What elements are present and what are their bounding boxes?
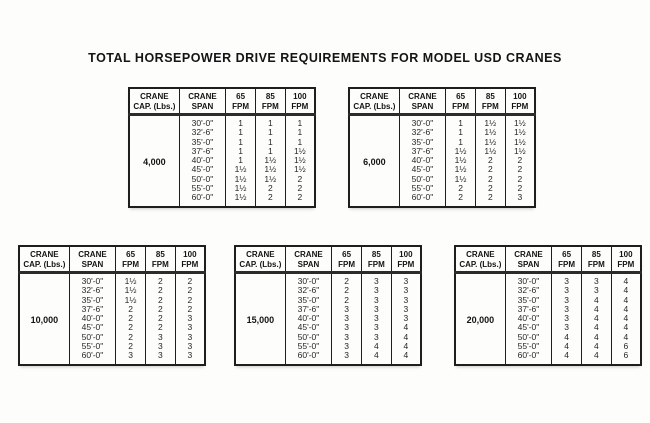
col-header-crane-cap: CRANE CAP. (Lbs.) — [129, 88, 179, 115]
span-value: 45'-0" — [505, 323, 552, 332]
hp-value: 4 — [623, 276, 629, 286]
hp-value: 4 — [623, 303, 629, 314]
span-value: 35'-0" — [179, 138, 226, 147]
hp-value: 2 — [332, 273, 362, 287]
col-header-65fpm: 65 FPM — [332, 246, 362, 273]
hp-value: 3 — [403, 303, 409, 314]
hp-value: 4 — [403, 341, 409, 352]
span-value: 32'-6" — [505, 286, 552, 295]
hp-value: 4 — [361, 351, 391, 364]
hp-value: 4 — [403, 331, 409, 342]
hp-value: 4 — [623, 294, 629, 305]
hp-value: 4 — [552, 342, 582, 351]
col-header-crane-cap: CRANE CAP. (Lbs.) — [19, 246, 69, 273]
hp-value: 3 — [361, 296, 391, 305]
hp-value: 3 — [517, 192, 523, 203]
hp-value: 1 — [446, 115, 476, 129]
hp-value: 3 — [145, 351, 175, 364]
hp-value: 4 — [581, 323, 611, 332]
span-value: 55'-0" — [179, 184, 226, 193]
span-value: 30'-0" — [399, 115, 446, 129]
hp-value: 2 — [116, 333, 146, 342]
col-header-85fpm: 85 FPM — [361, 246, 391, 273]
hp-value: 3 — [187, 341, 193, 352]
hp-value: 1½ — [446, 165, 476, 174]
hp-value: 1 — [297, 118, 303, 128]
hp-value: 3 — [361, 333, 391, 342]
hp-value: 3 — [332, 314, 362, 323]
col-header-85fpm: 85 FPM — [255, 88, 285, 115]
span-value: 37'-6" — [505, 305, 552, 314]
col-header-85fpm: 85 FPM — [581, 246, 611, 273]
hp-value: 3 — [403, 313, 409, 324]
hp-value: 4 — [581, 305, 611, 314]
hp-value: 1 — [226, 156, 256, 165]
hp-value: 2 — [145, 273, 175, 287]
hp-value: 3 — [332, 333, 362, 342]
hp-value: 4 — [361, 342, 391, 351]
span-value: 37'-6" — [285, 305, 332, 314]
hp-value: 2 — [332, 286, 362, 295]
hp-value: 4 — [623, 285, 629, 296]
hp-value: 4 — [581, 351, 611, 364]
hp-value: 2 — [145, 286, 175, 295]
col-header-crane-span: CRANE SPAN — [285, 246, 332, 273]
hp-value: 2 — [475, 184, 505, 193]
hp-value: 3 — [552, 314, 582, 323]
hp-value: 1½ — [226, 193, 256, 206]
hp-value: 1½ — [293, 155, 306, 166]
hp-value: 4 — [552, 351, 582, 364]
capacity-value: 10,000 — [19, 273, 69, 365]
span-value: 45'-0" — [179, 165, 226, 174]
hp-value: 1 — [446, 128, 476, 137]
hp-value: 3 — [552, 323, 582, 332]
hp-value: 2 — [475, 193, 505, 206]
hp-value: 1 — [297, 136, 303, 147]
col-header-65fpm: 65 FPM — [226, 88, 256, 115]
hp-value: 3 — [187, 350, 193, 361]
hp-value: 1½ — [513, 127, 526, 138]
hp-value: 1½ — [255, 175, 285, 184]
hp-value: 3 — [581, 273, 611, 287]
hp-value: 2 — [255, 184, 285, 193]
hp-value: 3 — [332, 305, 362, 314]
hp-value: 1½ — [475, 115, 505, 129]
hp-value: 1 — [297, 127, 303, 138]
hp-value: 4 — [552, 333, 582, 342]
hp-value: 1½ — [255, 156, 285, 165]
span-value: 40'-0" — [69, 314, 116, 323]
col-header-crane-span: CRANE SPAN — [179, 88, 226, 115]
col-header-100fpm: 100 FPM — [175, 246, 205, 273]
hp-value: 3 — [187, 322, 193, 333]
span-value: 45'-0" — [285, 323, 332, 332]
hp-value: 2 — [297, 192, 303, 203]
span-value: 55'-0" — [505, 342, 552, 351]
span-value: 45'-0" — [69, 323, 116, 332]
hp-value: 1½ — [116, 286, 146, 295]
hp-value: 3 — [187, 313, 193, 324]
hp-table-4000-lbs — [128, 87, 316, 208]
hp-value: 2 — [116, 314, 146, 323]
span-value: 32'-6" — [69, 286, 116, 295]
hp-value: 1½ — [475, 128, 505, 137]
hp-value: 3 — [187, 331, 193, 342]
hp-value: 2 — [475, 156, 505, 165]
hp-value: 1½ — [513, 118, 526, 128]
span-value: 50'-0" — [399, 175, 446, 184]
hp-value: 2 — [517, 173, 523, 184]
span-value: 35'-0" — [505, 296, 552, 305]
header-row — [349, 88, 535, 115]
table-row — [129, 115, 315, 129]
hp-value: 2 — [446, 193, 476, 206]
col-header-crane-cap: CRANE CAP. (Lbs.) — [235, 246, 285, 273]
span-value: 30'-0" — [69, 273, 116, 287]
hp-value: 3 — [403, 294, 409, 305]
hp-value: 1 — [255, 115, 285, 129]
col-header-100fpm: 100 FPM — [391, 246, 421, 273]
hp-value: 2 — [475, 165, 505, 174]
hp-value: 1½ — [255, 165, 285, 174]
hp-value: 3 — [116, 351, 146, 364]
hp-value: 3 — [552, 273, 582, 287]
span-value: 55'-0" — [399, 184, 446, 193]
hp-value: 2 — [446, 184, 476, 193]
hp-value: 1 — [255, 147, 285, 156]
span-value: 60'-0" — [505, 351, 552, 364]
span-value: 30'-0" — [179, 115, 226, 129]
span-value: 55'-0" — [69, 342, 116, 351]
hp-value: 3 — [332, 351, 362, 364]
span-value: 40'-0" — [285, 314, 332, 323]
hp-value: 2 — [145, 323, 175, 332]
col-header-100fpm: 100 FPM — [505, 88, 535, 115]
hp-value: 1½ — [116, 273, 146, 287]
span-value: 50'-0" — [505, 333, 552, 342]
hp-value: 1½ — [446, 175, 476, 184]
hp-value: 1½ — [475, 138, 505, 147]
span-value: 37'-6" — [399, 147, 446, 156]
hp-value: 1½ — [293, 164, 306, 175]
hp-value: 3 — [403, 276, 409, 286]
hp-value: 4 — [581, 314, 611, 323]
span-value: 35'-0" — [69, 296, 116, 305]
header-row — [235, 246, 421, 273]
hp-value: 4 — [623, 322, 629, 333]
col-header-crane-cap: CRANE CAP. (Lbs.) — [349, 88, 399, 115]
col-header-crane-cap: CRANE CAP. (Lbs.) — [455, 246, 505, 273]
span-value: 32'-6" — [285, 286, 332, 295]
span-value: 35'-0" — [399, 138, 446, 147]
hp-value: 4 — [581, 333, 611, 342]
table-row — [235, 273, 421, 287]
hp-value: 4 — [403, 350, 409, 361]
col-header-65fpm: 65 FPM — [116, 246, 146, 273]
hp-value: 4 — [623, 331, 629, 342]
hp-value: 2 — [187, 285, 193, 296]
hp-value: 2 — [187, 303, 193, 314]
span-value: 60'-0" — [69, 351, 116, 364]
capacity-value: 6,000 — [349, 115, 399, 207]
hp-value: 1½ — [475, 147, 505, 156]
hp-value: 3 — [361, 305, 391, 314]
hp-value: 1½ — [226, 175, 256, 184]
hp-value: 3 — [145, 333, 175, 342]
col-header-65fpm: 65 FPM — [446, 88, 476, 115]
hp-value: 2 — [297, 173, 303, 184]
hp-value: 3 — [361, 314, 391, 323]
hp-value: 3 — [332, 342, 362, 351]
hp-value: 1 — [226, 128, 256, 137]
col-header-100fpm: 100 FPM — [285, 88, 315, 115]
hp-value: 3 — [552, 305, 582, 314]
span-value: 30'-0" — [285, 273, 332, 287]
span-value: 50'-0" — [285, 333, 332, 342]
span-value: 40'-0" — [505, 314, 552, 323]
col-header-65fpm: 65 FPM — [552, 246, 582, 273]
hp-table-6000-lbs — [348, 87, 536, 208]
hp-value: 1½ — [116, 296, 146, 305]
hp-table-20000-lbs — [454, 245, 642, 366]
hp-value: 1½ — [513, 136, 526, 147]
hp-value: 1½ — [293, 145, 306, 156]
hp-value: 2 — [187, 294, 193, 305]
page-title: TOTAL HORSEPOWER DRIVE REQUIREMENTS FOR MODEL USD CRANES — [88, 51, 562, 65]
col-header-crane-span: CRANE SPAN — [505, 246, 552, 273]
header-row — [19, 246, 205, 273]
hp-value: 3 — [145, 342, 175, 351]
span-value: 60'-0" — [399, 193, 446, 206]
hp-value: 2 — [517, 164, 523, 175]
span-value: 32'-6" — [399, 128, 446, 137]
hp-value: 1½ — [226, 165, 256, 174]
capacity-value: 15,000 — [235, 273, 285, 365]
hp-value: 2 — [255, 193, 285, 206]
span-value: 37'-6" — [179, 147, 226, 156]
col-header-85fpm: 85 FPM — [475, 88, 505, 115]
span-value: 40'-0" — [399, 156, 446, 165]
hp-value: 2 — [297, 183, 303, 194]
hp-value: 3 — [361, 273, 391, 287]
hp-value: 4 — [623, 313, 629, 324]
hp-value: 3 — [332, 323, 362, 332]
hp-value: 2 — [332, 296, 362, 305]
col-header-crane-span: CRANE SPAN — [399, 88, 446, 115]
col-header-crane-span: CRANE SPAN — [69, 246, 116, 273]
hp-value: 2 — [116, 342, 146, 351]
hp-value: 4 — [581, 342, 611, 351]
span-value: 50'-0" — [179, 175, 226, 184]
table-row — [455, 273, 641, 287]
hp-value: 1 — [226, 115, 256, 129]
hp-value: 2 — [517, 155, 523, 166]
span-value: 35'-0" — [285, 296, 332, 305]
hp-value: 2 — [116, 305, 146, 314]
span-value: 55'-0" — [285, 342, 332, 351]
hp-value: 3 — [361, 323, 391, 332]
hp-value: 6 — [623, 350, 629, 361]
hp-value: 4 — [581, 296, 611, 305]
span-value: 32'-6" — [179, 128, 226, 137]
span-value: 50'-0" — [69, 333, 116, 342]
hp-value: 2 — [145, 305, 175, 314]
header-row — [455, 246, 641, 273]
col-header-85fpm: 85 FPM — [145, 246, 175, 273]
hp-value: 1 — [255, 138, 285, 147]
col-header-100fpm: 100 FPM — [611, 246, 641, 273]
hp-value: 2 — [187, 276, 193, 286]
span-value: 37'-6" — [69, 305, 116, 314]
hp-value: 6 — [623, 341, 629, 352]
span-value: 30'-0" — [505, 273, 552, 287]
hp-value: 1 — [255, 128, 285, 137]
hp-value: 1½ — [226, 184, 256, 193]
hp-table-15000-lbs — [234, 245, 422, 366]
hp-value: 1 — [446, 138, 476, 147]
hp-value: 1 — [226, 138, 256, 147]
span-value: 40'-0" — [179, 156, 226, 165]
hp-table-10000-lbs — [18, 245, 206, 366]
hp-value: 1 — [226, 147, 256, 156]
hp-value: 1½ — [446, 156, 476, 165]
hp-value: 1½ — [513, 145, 526, 156]
span-value: 60'-0" — [179, 193, 226, 206]
hp-value: 3 — [403, 285, 409, 296]
hp-value: 2 — [145, 296, 175, 305]
span-value: 60'-0" — [285, 351, 332, 364]
hp-value: 2 — [116, 323, 146, 332]
capacity-value: 20,000 — [455, 273, 505, 365]
hp-value: 2 — [475, 175, 505, 184]
capacity-value: 4,000 — [129, 115, 179, 207]
header-row — [129, 88, 315, 115]
hp-value: 3 — [361, 286, 391, 295]
table-row — [19, 273, 205, 287]
hp-value: 2 — [145, 314, 175, 323]
hp-value: 3 — [581, 286, 611, 295]
hp-value: 1½ — [446, 147, 476, 156]
table-row — [349, 115, 535, 129]
span-value: 45'-0" — [399, 165, 446, 174]
hp-value: 4 — [403, 322, 409, 333]
hp-value: 3 — [552, 296, 582, 305]
hp-value: 3 — [552, 286, 582, 295]
hp-value: 2 — [517, 183, 523, 194]
